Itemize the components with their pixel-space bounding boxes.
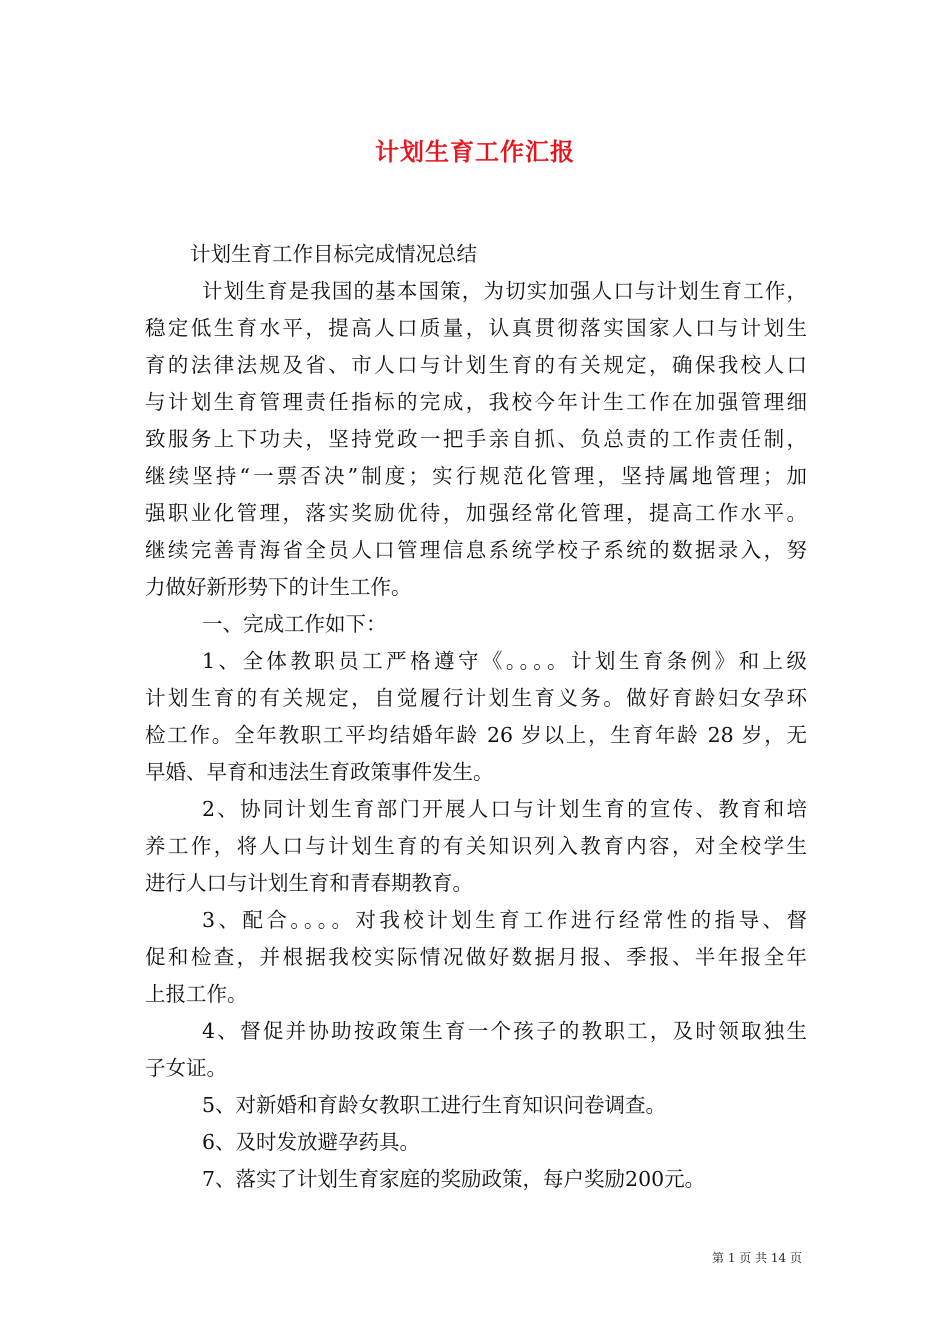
paragraph-line: 进行人口与计划生育和青春期教育。 xyxy=(145,871,473,895)
paragraph-line: 1、全体教职员工严格遵守《。。。。计划生育条例》和上级 xyxy=(202,649,807,673)
paragraph-line: 早婚、早育和违法生育政策事件发生。 xyxy=(145,760,494,784)
paragraph-line: 继续完善青海省全员人口管理信息系统学校子系统的数据录入，努 xyxy=(145,538,807,562)
paragraph-line: 检工作。全年教职工平均结婚年龄 26 岁以上，生育年龄 28 岁，无 xyxy=(145,723,807,747)
paragraph-line: 5、对新婚和育龄女教职工进行生育知识问卷调查。 xyxy=(202,1093,667,1117)
section-subtitle: 计划生育工作目标完成情况总结 xyxy=(190,242,477,266)
paragraph-line: 与计划生育管理责任指标的完成，我校今年计生工作在加强管理细 xyxy=(145,390,807,414)
paragraph-line: 计划生育是我国的基本国策，为切实加强人口与计划生育工作， xyxy=(202,279,807,303)
paragraph-line: 2、协同计划生育部门开展人口与计划生育的宣传、教育和培 xyxy=(202,797,807,821)
paragraph-line: 养工作，将人口与计划生育的有关知识列入教育内容，对全校学生 xyxy=(145,834,807,858)
paragraph-line: 子女证。 xyxy=(145,1056,227,1080)
paragraph-line: 3、配合。。。。对我校计划生育工作进行经常性的指导、督 xyxy=(202,908,807,932)
paragraph-line: 一、完成工作如下： xyxy=(202,612,387,636)
paragraph xyxy=(145,606,807,643)
paragraphs xyxy=(145,273,807,1198)
paragraph-line: 强职业化管理，落实奖励优待，加强经常化管理，提高工作水平。 xyxy=(145,501,807,525)
paragraph-line: 计划生育的有关规定，自觉履行计划生育义务。做好育龄妇女孕环 xyxy=(145,686,807,710)
document-body xyxy=(145,236,807,1198)
paragraph xyxy=(145,791,807,902)
document-title: 计划生育工作汇报 xyxy=(375,137,575,166)
paragraph-line: 6、及时发放避孕药具。 xyxy=(202,1130,421,1154)
paragraph-line: 致服务上下功夫，坚持党政一把手亲自抓、负总责的工作责任制， xyxy=(145,427,807,451)
paragraph-line: 力做好新形势下的计生工作。 xyxy=(145,575,412,599)
paragraph xyxy=(145,1161,807,1198)
paragraph xyxy=(145,1087,807,1124)
paragraph xyxy=(145,643,807,791)
paragraph-line: 促和检查，并根据我校实际情况做好数据月报、季报、半年报全年 xyxy=(145,945,807,969)
paragraph-line: 育的法律法规及省、市人口与计划生育的有关规定，确保我校人口 xyxy=(145,353,807,377)
paragraph-line: 继续坚持“一票否决”制度；实行规范化管理，坚持属地管理；加 xyxy=(145,464,807,488)
page-number: 第 1 页 共 14 页 xyxy=(712,1251,802,1265)
paragraph-line: 上报工作。 xyxy=(145,982,248,1006)
paragraph-line: 稳定低生育水平，提高人口质量，认真贯彻落实国家人口与计划生 xyxy=(145,316,807,340)
paragraph xyxy=(145,902,807,1013)
paragraph xyxy=(145,1124,807,1161)
paragraph-line: 7、落实了计划生育家庭的奖励政策，每户奖励200元。 xyxy=(202,1167,706,1191)
paragraph xyxy=(145,1013,807,1087)
paragraph-line: 4、督促并协助按政策生育一个孩子的教职工，及时领取独生 xyxy=(202,1019,807,1043)
paragraph xyxy=(145,273,807,606)
